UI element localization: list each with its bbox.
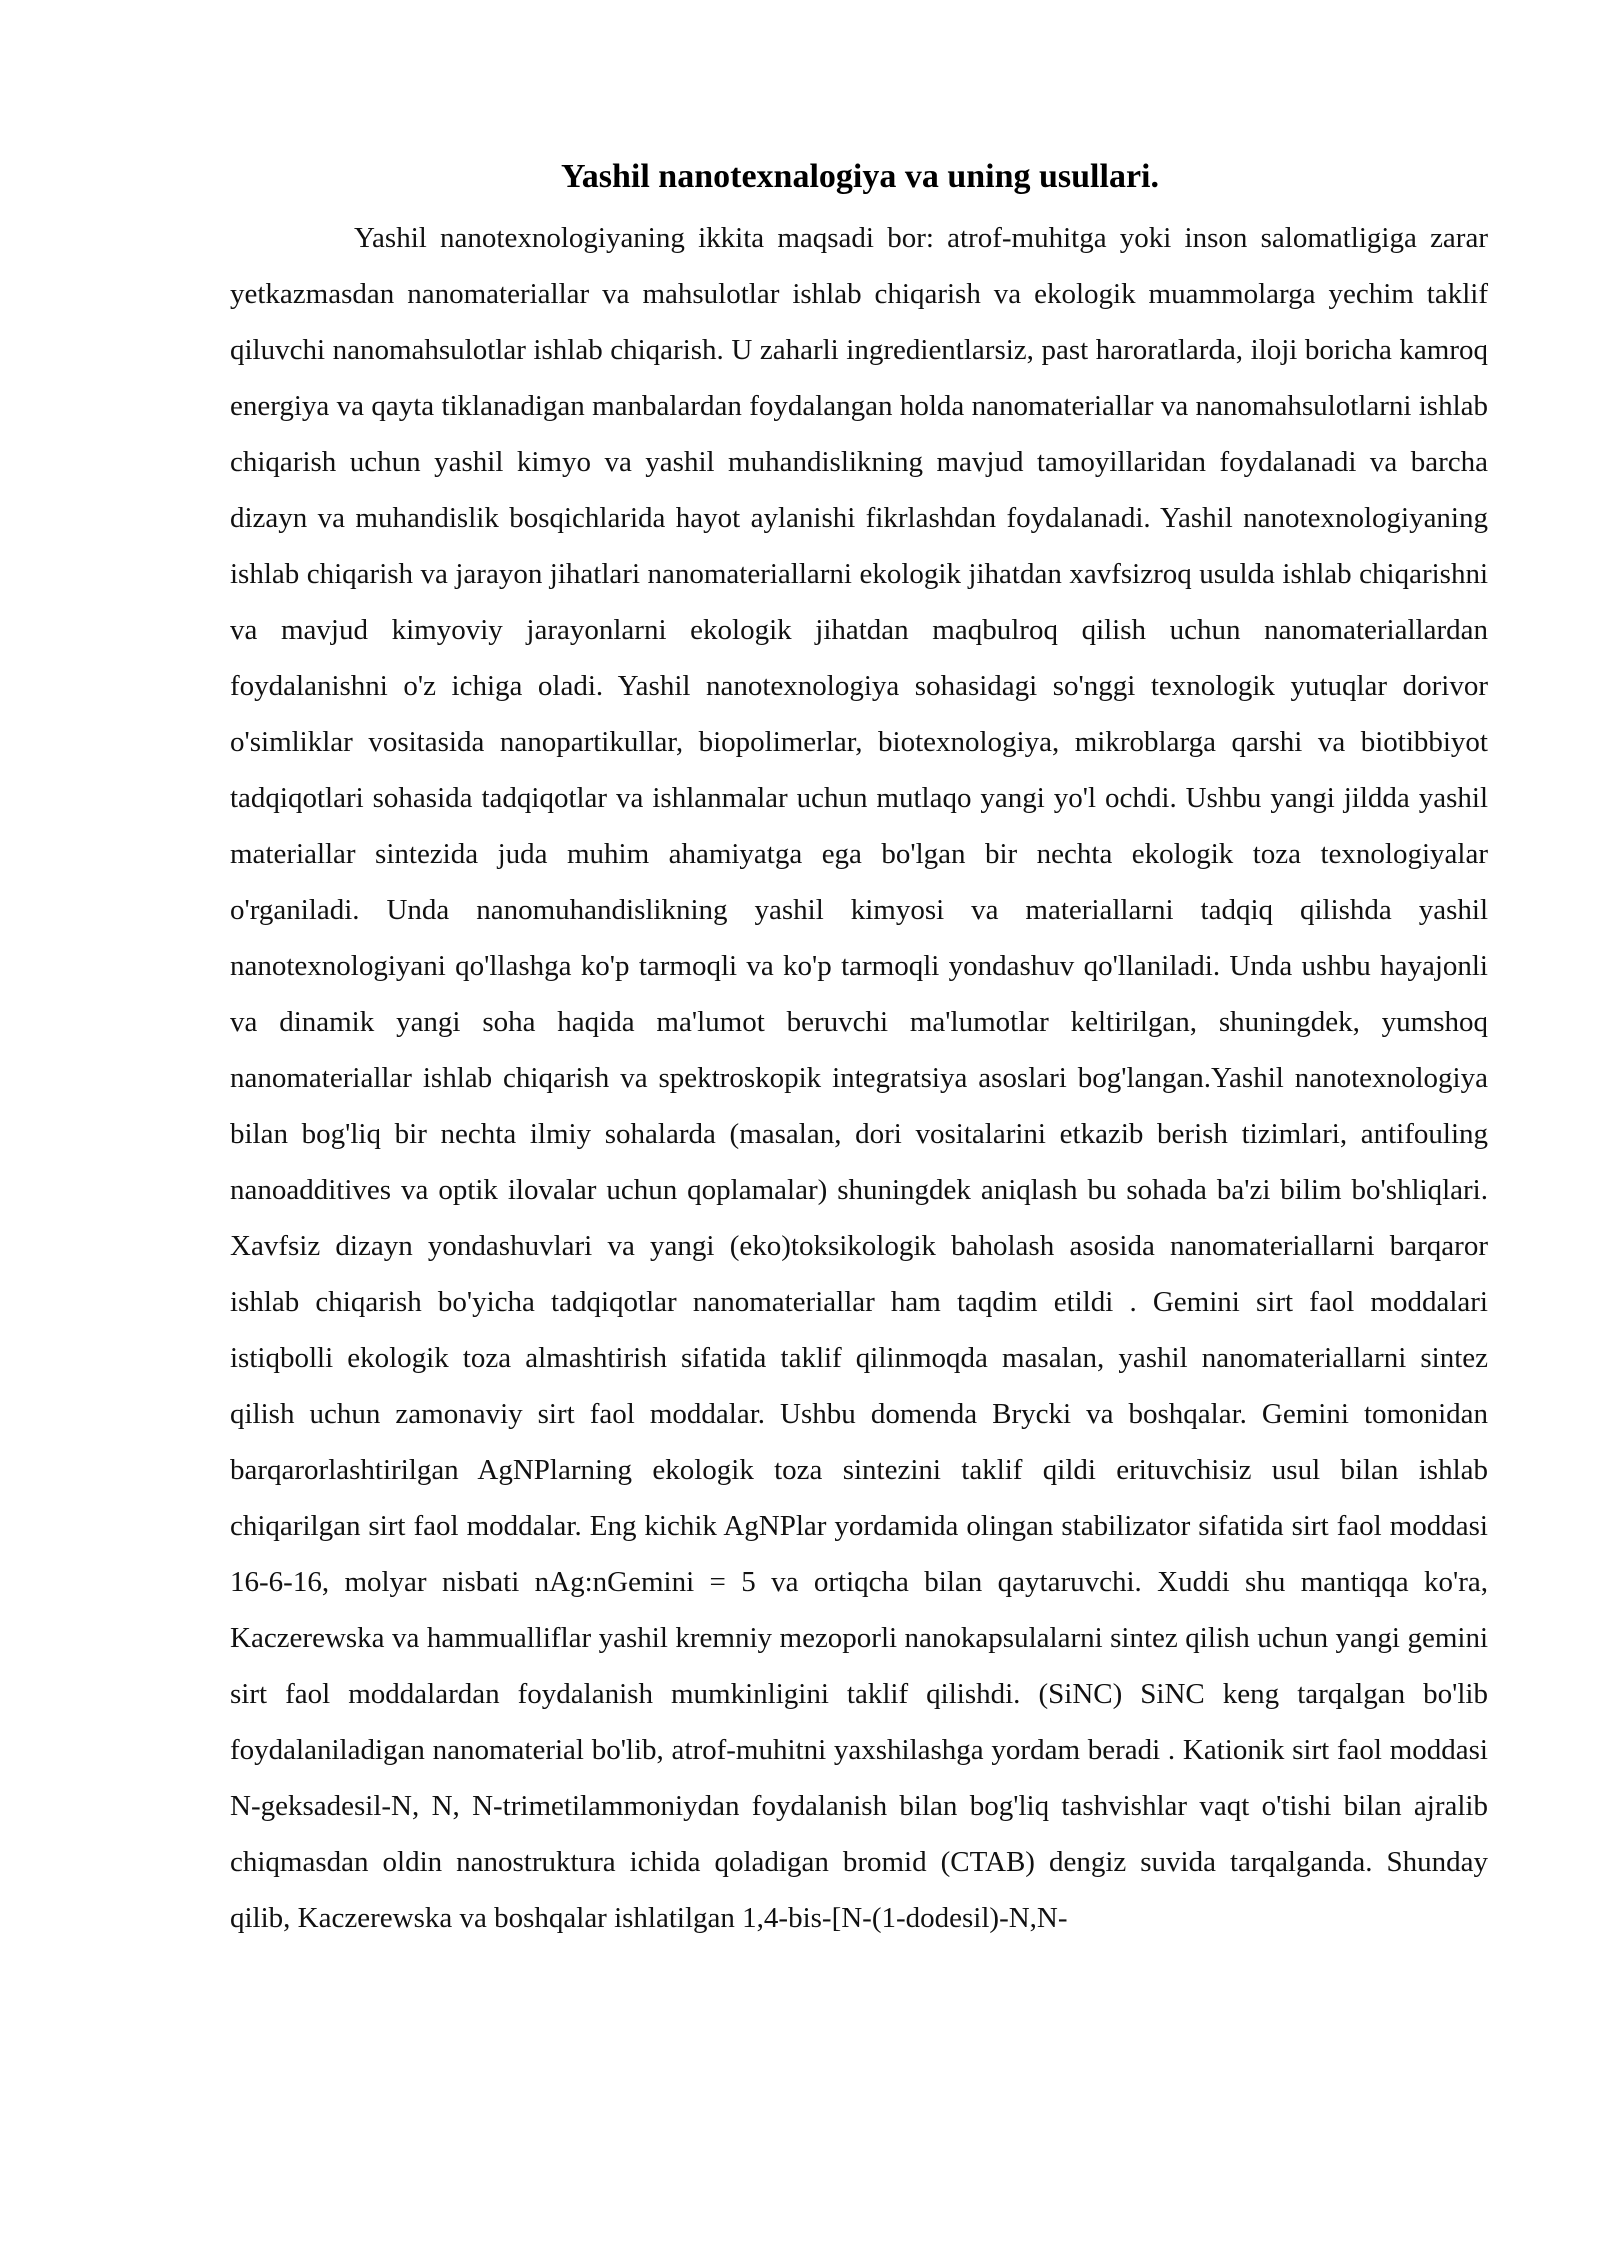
page-title: Yashil nanotexnalogiya va uning usullari. <box>560 158 1159 195</box>
body-paragraph: Yashil nanotexnologiyaning ikkita maqsadi bor: atrof-muhitga yoki inson salomatligiga zarar yetkazmasdan nanomateriallar va mahsulotlar ishlab chiqarish va ekologik muammolarga yechim taklif qiluvchi nanomahsulotlar ishlab chiqarish. U zaharli ingredientlarsiz, past haroratlarda, iloji boricha kamroq energiya va qayta tiklanadigan manbalardan foydalangan holda nanomateriallar va nanomahsulotlarni ishlab chiqarish uchun yashil kimyo va yashil muhandislikning mavjud tamoyillaridan foydalanadi va barcha dizayn va muhandislik bosqichlarida hayot aylanishi fikrlashdan foydalanadi. Yashil nanotexnologiyaning ishlab chiqarish va jarayon jihatlari nanomateriallarni ekologik jihatdan xavfsizroq usulda ishlab chiqarishni va mavjud kimyoviy jarayonlarni ekologik jihatdan maqbulroq qilish uchun nanomateriallardan foydalanishni o'z ichiga oladi. Yashil nanotexnologiya sohasidagi so'nggi texnologik yutuqlar dorivor o'simliklar vositasida nanopartikullar, biopolimerlar, biotexnologiya, mikroblarga qarshi va biotibbiyot tadqiqotlari sohasida tadqiqotlar va ishlanmalar uchun mutlaqo yangi yo'l ochdi. Ushbu yangi jildda yashil materiallar sintezida juda muhim ahamiyatga ega bo'lgan bir nechta ekologik toza texnologiyalar o'rganiladi. Unda nanomuhandislikning yashil kimyosi va materiallarni tadqiq qilishda yashil nanotexnologiyani qo'llashga ko'p tarmoqli va ko'p tarmoqli yondashuv qo'llaniladi. Unda ushbu hayajonli va dinamik yangi soha haqida ma'lumot beruvchi ma'lumotlar keltirilgan, shuningdek, yumshoq nanomateriallar ishlab chiqarish va spektroskopik integratsiya asoslari bog'langan.Yashil nanotexnologiya bilan bog'liq bir nechta ilmiy sohalarda (masalan, dori vositalarini etkazib berish tizimlari, antifouling nanoadditives va optik ilovalar uchun qoplamalar) shuningdek aniqlash bu sohada ba'zi bilim bo'shliqlari. Xavfsiz dizayn yondashuvlari va yangi (eko)toksikologik baholash asosida nanomateriallarni barqaror ishlab chiqarish bo'yicha tadqiqotlar nanomateriallar ham taqdim etildi . Gemini sirt faol moddalari istiqbolli ekologik toza almashtirish sifatida taklif qilinmoqda masalan, yashil nanomateriallarni sintez qilish uchun zamonaviy sirt faol moddalar. Ushbu domenda Brycki va boshqalar. Gemini tomonidan barqarorlashtirilgan AgNPlarning ekologik toza sintezini taklif qildi erituvchisiz usul bilan ishlab chiqarilgan sirt faol moddalar. Eng kichik AgNPlar yordamida olingan stabilizator sifatida sirt faol moddasi 16-6-16, molyar nisbati nAg:nGemini = 5 va ortiqcha bilan qaytaruvchi. Xuddi shu mantiqqa ko'ra, Kaczerewska va hammualliflar yashil kremniy mezoporli nanokapsulalarni sintez qilish uchun yangi gemini sirt faol moddalardan foydalanish mumkinligini taklif qilishdi. (SiNC) SiNC keng tarqalgan bo'lib foydalaniladigan nanomaterial bo'lib, atrof-muhitni yaxshilashga yordam beradi . Kationik sirt faol moddasi N-geksadesil-N, N, N-trimetilammoniydan foydalanish bilan bog'liq tashvishlar vaqt o'tishi bilan ajralib chiqmasdan oldin nanostruktura ichida qoladigan bromid (CTAB) dengiz suvida tarqalganda. Shunday qilib, Kaczerewska va boshqalar ishlatilgan 1,4-bis-[N-(1-dodesil)-N,N- <box>230 222 1488 1934</box>
